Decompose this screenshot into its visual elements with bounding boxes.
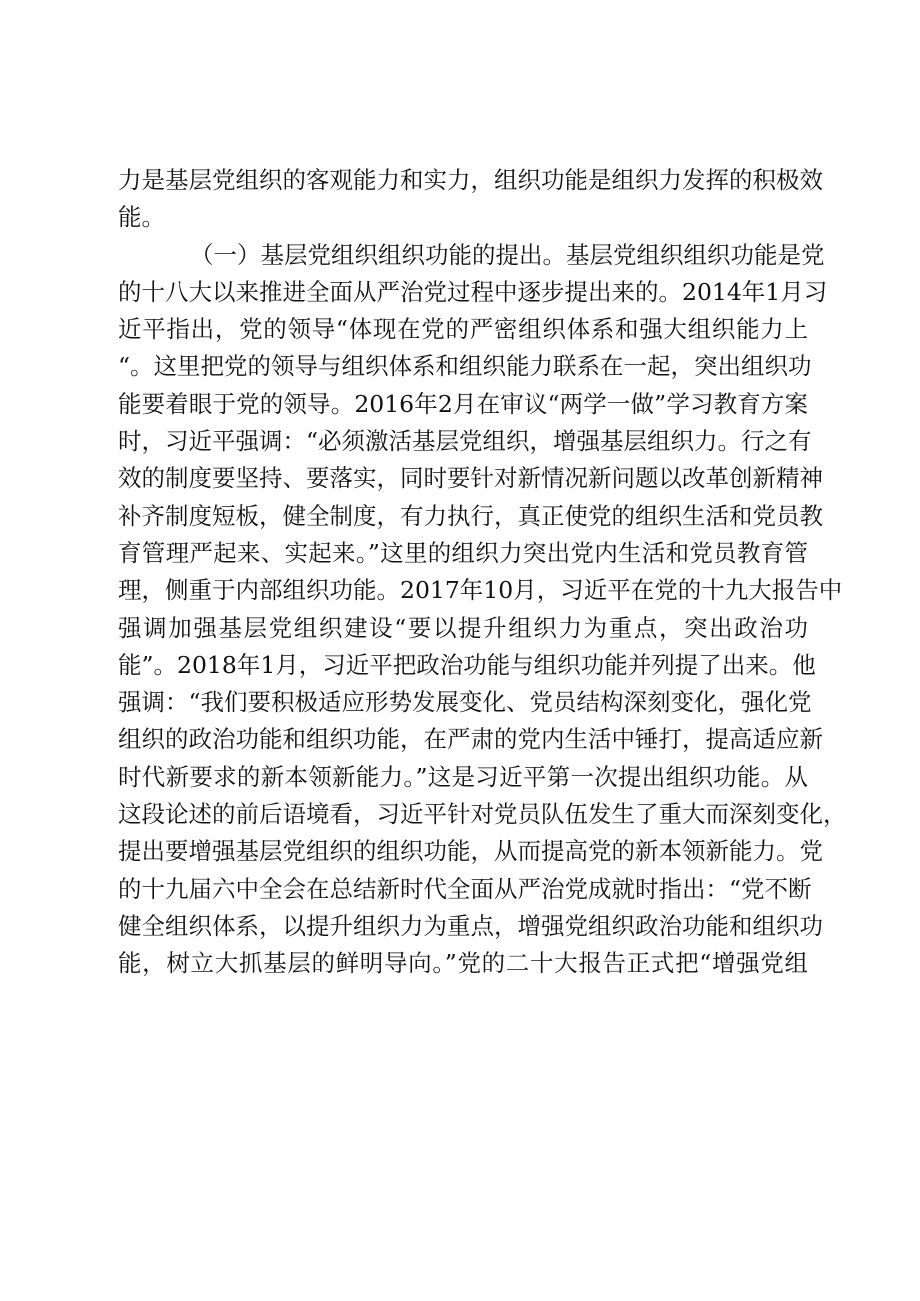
text-line: 的十八大以来推进全面从严治党过程中逐步提出来的。2014年1月习 bbox=[118, 277, 828, 306]
text-line: 能”。2018年1月，习近平把政治功能与组织功能并列提了出来。他 bbox=[118, 650, 816, 679]
text-line: 的十九届六中全会在总结新时代全面从严治党成就时指出：“党不断 bbox=[118, 874, 812, 903]
text-line: 能，树立大抓基层的鲜明导向。”党的二十大报告正式把“增强党组 bbox=[118, 949, 808, 978]
text-line: 能要着眼于党的领导。2016年2月在审议“两学一做”学习教育方案 bbox=[118, 389, 808, 418]
text-line: 效的制度要坚持、要落实，同时要针对新情况新问题以改革创新精神 bbox=[118, 464, 823, 493]
text-line: 提出要增强基层党组织的组织功能，从而提高党的新本领新能力。党 bbox=[118, 837, 823, 866]
text-line: 近平指出，党的领导“体现在党的严密组织体系和强大组织能力上 bbox=[118, 315, 808, 344]
text-line: 理，侧重于内部组织功能。2017年10月，习近平在党的十九大报告中 bbox=[118, 576, 843, 605]
text-line: 育管理严起来、实起来。”这里的组织力突出党内生活和党员教育管 bbox=[118, 538, 808, 567]
text-line: “。这里把党的领导与组织体系和组织能力联系在一起，突出组织功 bbox=[118, 352, 812, 381]
text-line: 强调加强基层党组织建设“要以提升组织力为重点，突出政治功 bbox=[118, 613, 808, 642]
text-line: 强调：“我们要积极适应形势发展变化、党员结构深刻变化，强化党 bbox=[118, 688, 812, 717]
text-line: 时，习近平强调：“必须激活基层党组织，增强基层组织力。行之有 bbox=[118, 427, 812, 456]
text-line: 能。 bbox=[118, 203, 165, 232]
text-line: 组织的政治功能和组织功能，在严肃的党内生活中锤打，提高适应新 bbox=[118, 725, 823, 754]
text-line: 时代新要求的新本领新能力。”这是习近平第一次提出组织功能。从 bbox=[118, 762, 808, 791]
text-line: 这段论述的前后语境看，习近平针对党员队伍发生了重大而深刻变化， bbox=[118, 800, 847, 829]
section-heading-line: （一）基层党组织组织功能的提出。基层党组织组织功能是党 bbox=[190, 240, 825, 269]
body-text bbox=[118, 162, 847, 983]
text-line: 补齐制度短板，健全制度，有力执行，真正使党的组织生活和党员教 bbox=[118, 501, 823, 530]
text-line: 力是基层党组织的客观能力和实力，组织功能是组织力发挥的积极效 bbox=[118, 166, 823, 194]
text-line: 健全组织体系，以提升组织力为重点，增强党组织政治功能和组织功 bbox=[118, 911, 823, 940]
